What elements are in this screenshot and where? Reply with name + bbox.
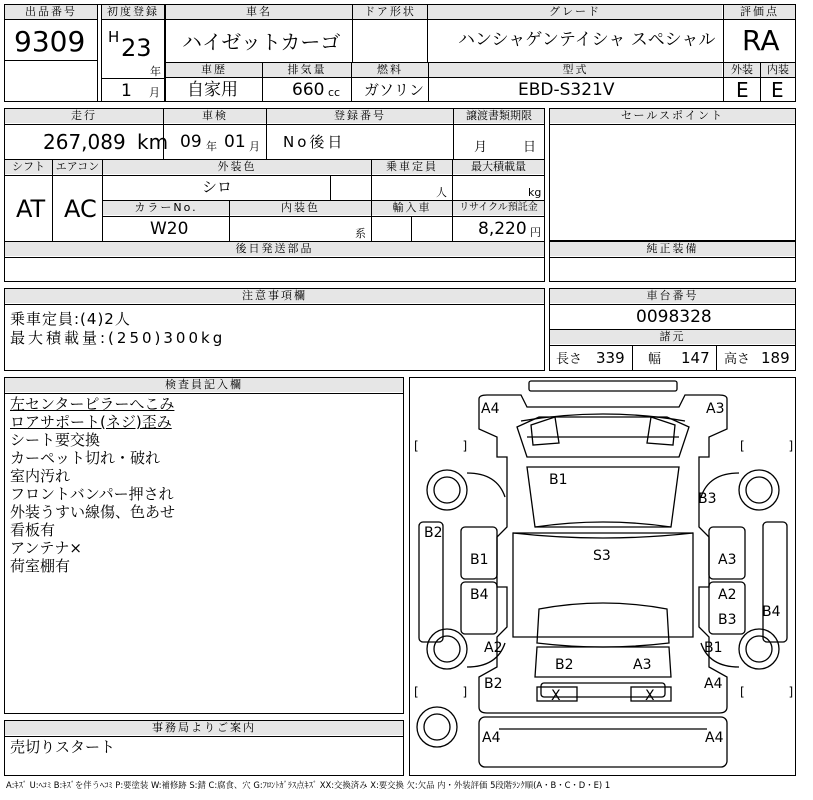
width-label: 幅	[648, 352, 662, 367]
era: H	[108, 28, 120, 46]
damage-mark-a4-front-left: A4	[481, 401, 500, 417]
bracket-front-right: [ ]	[740, 439, 813, 453]
history: 自家用	[187, 80, 238, 100]
sales-points-label: セールスポイント	[550, 109, 795, 123]
transfer-label: 譲渡書類期限	[454, 109, 544, 123]
note-item: 室内汚れ	[10, 467, 71, 485]
inspection-label: 車検	[164, 109, 266, 123]
int-color-unit: 系	[355, 227, 366, 240]
color-no-label: カラーNo.	[103, 201, 229, 215]
damage-mark-b1-hood: B1	[549, 472, 568, 488]
mileage: 267,089	[43, 130, 126, 154]
office-label: 事務局よりご案内	[5, 721, 403, 735]
damage-mark-b1-left-door: B1	[470, 552, 489, 568]
exterior-grade: E	[736, 78, 749, 102]
note-item: ロアサポート(ネジ)歪み	[10, 413, 172, 431]
x-mark-left: X	[551, 688, 561, 704]
insp-year: 09	[180, 132, 202, 152]
first-reg-label: 初度登録	[102, 5, 164, 19]
transfer-month: 月	[474, 140, 488, 155]
damage-mark-a3-front-right: A3	[706, 401, 725, 417]
inspector-label: 検査員記入欄	[5, 378, 403, 392]
vehicle-diagram	[409, 377, 796, 776]
later-parts-label: 後日発送部品	[5, 242, 544, 256]
chassis-number: 0098328	[636, 307, 712, 327]
shift: AT	[16, 195, 46, 223]
damage-mark-a2-left-rear: A2	[484, 640, 503, 656]
mileage-unit: km	[137, 130, 169, 154]
height-label: 高さ	[724, 352, 751, 367]
insp-month: 01	[224, 132, 246, 152]
note-item: カーペット切れ・破れ	[10, 449, 161, 467]
x-mark-right: X	[645, 688, 655, 704]
bracket-front-left: [ ]	[414, 439, 488, 453]
ac-label: エアコン	[53, 160, 102, 174]
damage-mark-b3-front-right: B3	[698, 491, 717, 507]
interior-label: 内装	[761, 63, 795, 77]
length-label: 長さ	[556, 352, 583, 367]
note-item: シート要交換	[10, 431, 101, 449]
recycle-unit: 円	[530, 226, 541, 239]
year-unit: 年	[150, 65, 161, 78]
displacement-unit: cc	[328, 86, 341, 99]
note-item: フロントバンパー押され	[10, 485, 174, 503]
capacity-unit: 人	[436, 186, 447, 199]
color-no: W20	[150, 219, 189, 239]
exterior-label: 外装	[724, 63, 760, 77]
damage-mark-b4-left-rear-door: B4	[470, 587, 489, 603]
shift-label: シフト	[5, 160, 52, 174]
ac: AC	[64, 195, 97, 223]
note-item: アンテナ×	[10, 539, 82, 557]
grade: ハンシャゲンテイシャ スペシャル	[458, 30, 716, 50]
max-load-unit: kg	[528, 186, 542, 199]
int-color-label: 内装色	[230, 201, 371, 215]
model: EBD-S321V	[518, 80, 615, 100]
score-label: 評価点	[724, 5, 795, 19]
max-load-label: 最大積載量	[453, 160, 544, 174]
recycle-amount: 8,220	[478, 219, 527, 239]
note-item: 外装うすい線傷、色あせ	[10, 503, 176, 521]
reg-year: 23	[121, 34, 152, 62]
damage-mark-b4-right: B4	[762, 604, 781, 620]
fuel: ガソリン	[364, 81, 425, 99]
reg-no: No後日	[283, 133, 346, 151]
sales-points-box	[549, 108, 796, 241]
damage-mark-a2-right-rear-door: A2	[718, 587, 737, 603]
import-label: 輸入車	[372, 201, 452, 215]
height: 189	[761, 349, 790, 367]
grade-label: グレード	[428, 5, 722, 19]
lot-number: 9309	[14, 25, 86, 58]
damage-mark-b2-rear-left: B2	[555, 657, 574, 673]
history-label: 車歴	[166, 63, 262, 77]
damage-mark-a4-bumper-right: A4	[705, 730, 724, 746]
car-name-label: 車名	[166, 5, 352, 19]
inspector-notes	[10, 395, 175, 575]
displacement: 660	[292, 80, 325, 100]
bracket-rear-left: [ ]	[414, 685, 488, 699]
damage-mark-s3-roof: S3	[593, 548, 611, 564]
damage-mark-b3-right-rear-door: B3	[718, 612, 737, 628]
spec-label: 諸元	[550, 330, 795, 344]
note-item: 左センターピラーへこみ	[10, 395, 175, 413]
fuel-label: 燃料	[352, 63, 428, 77]
genuine-equipment-label: 純正装備	[550, 242, 795, 256]
length: 339	[596, 349, 625, 367]
legend: A:ｷｽﾞ U:ﾍｺﾐ B:ｷｽﾞを伴うﾍｺﾐ P:要塗装 W:補修跡 S:錆 C:腐食、穴 G:ﾌﾛﾝﾄｶﾞﾗｽ点ｷｽﾞ XX:交換済み X:要交換 欠:欠品 内・外装評価 5段階ﾗﾝｸ順(A・B・C・D・E) 1	[6, 780, 611, 790]
note-item: 看板有	[10, 521, 56, 539]
caution-line-2: 最大積載量:(250)300kg	[10, 329, 226, 347]
recycle-label: リサイクル預託金	[453, 201, 544, 215]
damage-mark-a3-rear-center: A3	[633, 657, 652, 673]
insp-month-unit: 月	[249, 140, 260, 153]
transfer-day: 日	[523, 140, 537, 155]
caution-line-1: 乗車定員:(4)2人	[10, 310, 131, 328]
caution-label: 注意事項欄	[5, 289, 544, 303]
damage-mark-b2-left: B2	[424, 525, 443, 541]
month-unit: 月	[149, 86, 160, 99]
damage-mark-b1-right-rear: B1	[704, 640, 723, 656]
ext-color: シロ	[202, 178, 233, 196]
note-item: 荷室棚有	[10, 557, 71, 575]
interior-grade: E	[771, 78, 784, 102]
mileage-label: 走行	[5, 109, 163, 123]
ext-color-label: 外装色	[103, 160, 371, 174]
damage-mark-a4-right-rear-fender: A4	[704, 676, 723, 692]
car-name: ハイゼットカーゴ	[182, 30, 341, 54]
bracket-rear-right: [ ]	[740, 685, 813, 699]
reg-no-label: 登録番号	[267, 109, 453, 123]
damage-mark-b2-left-rear-fender: B2	[484, 676, 503, 692]
insp-year-unit: 年	[206, 140, 217, 153]
damage-mark-a4-bumper-left: A4	[482, 730, 501, 746]
chassis-label: 車台番号	[550, 289, 795, 303]
damage-mark-a3-right-door: A3	[718, 552, 737, 568]
capacity-label: 乗車定員	[372, 160, 452, 174]
office-text: 売切りスタート	[10, 738, 116, 756]
model-label: 型式	[429, 63, 722, 77]
lot-no-label: 出品番号	[5, 5, 97, 19]
displacement-label: 排気量	[263, 63, 351, 77]
door-label: ドア形状	[353, 5, 427, 19]
reg-month: 1	[121, 81, 132, 101]
score: RA	[742, 24, 780, 57]
width: 147	[681, 349, 710, 367]
